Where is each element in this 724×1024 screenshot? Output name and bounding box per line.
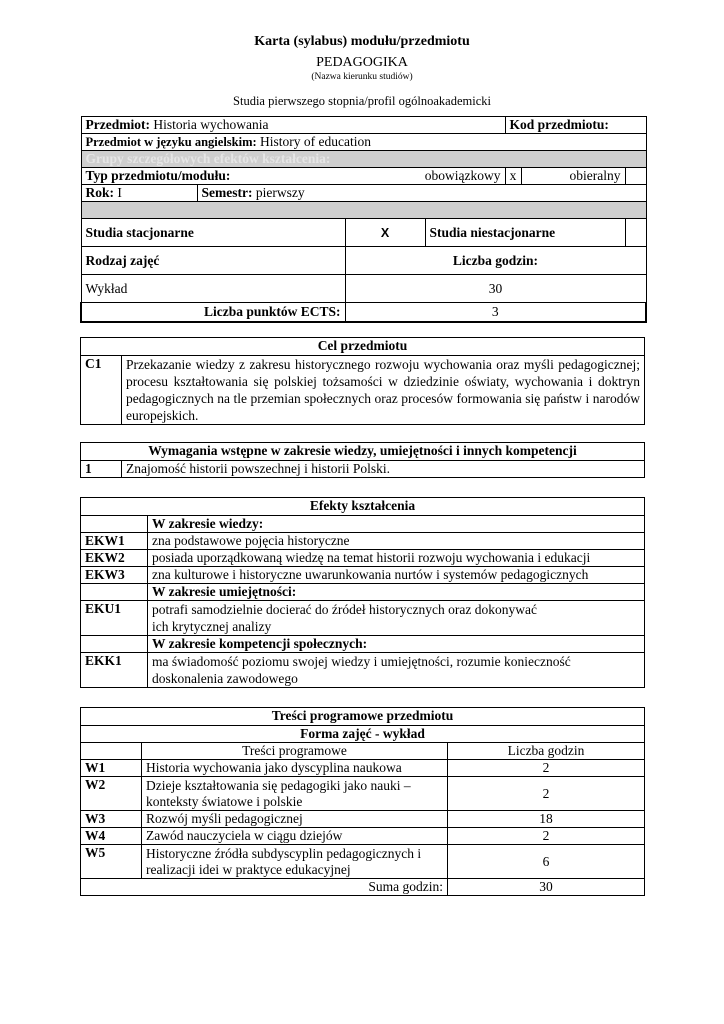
program-code: W4 bbox=[81, 828, 142, 845]
outcome-code: EKW1 bbox=[81, 533, 148, 550]
program-text: Historia wychowania jako dyscyplina naukowa bbox=[142, 760, 448, 777]
class-type-label: Rodzaj zajęć bbox=[81, 247, 345, 275]
prereq-text: Znajomość historii powszechnej i historii Polski. bbox=[122, 461, 645, 478]
outcome-code: EKW3 bbox=[81, 567, 148, 584]
groups-cell bbox=[81, 151, 646, 168]
code-label: Kod przedmiotu: bbox=[509, 117, 609, 132]
program-hours: 2 bbox=[448, 760, 645, 777]
prerequisites-table bbox=[80, 442, 645, 478]
goal-text: Przekazanie wiedzy z zakresu historycznego rozwoju wychowania oraz myśli pedagogicznej; procesu kształtowania się polskiej tożsamości w dziedzinie oświaty, wychowania i doktryn pedagogicznych na tle przemian społecznych oraz procesów formowania się państw i narodów europejskich. bbox=[122, 356, 645, 425]
parttime-mark bbox=[625, 219, 646, 247]
program-text: Historyczne źródła subdyscyplin pedagogicznych i realizacji idei w praktyce edukacyjnej bbox=[142, 845, 448, 879]
type-elective-mark bbox=[625, 168, 646, 185]
program-hours: 18 bbox=[448, 811, 645, 828]
type-mandatory: obowiązkowy bbox=[345, 168, 505, 185]
hours-value: 30 bbox=[345, 275, 646, 303]
course-info-table bbox=[80, 116, 647, 323]
hours-label: Liczba godzin: bbox=[345, 247, 646, 275]
outcomes-spacer bbox=[81, 516, 148, 533]
outcome-row bbox=[81, 653, 645, 688]
semester-cell bbox=[197, 185, 646, 202]
subject-label: Przedmiot: bbox=[85, 117, 150, 132]
program-row bbox=[81, 845, 645, 879]
year-value: I bbox=[117, 185, 122, 200]
class-type-value: Wykład bbox=[81, 275, 345, 303]
goal-title: Cel przedmiotu bbox=[81, 338, 645, 356]
fulltime-mark: X bbox=[345, 219, 425, 247]
program-row bbox=[81, 777, 645, 811]
competence-header: W zakresie kompetencji społecznych: bbox=[148, 636, 645, 653]
ects-value: 3 bbox=[345, 303, 646, 322]
program-hours: 2 bbox=[448, 777, 645, 811]
program-col-content: Treści programowe bbox=[142, 743, 448, 760]
program-text: Dzieje kształtowania się pedagogiki jako nauki – konteksty światowe i polskie bbox=[142, 777, 448, 811]
program-col-hours: Liczba godzin bbox=[448, 743, 645, 760]
program-code: W3 bbox=[81, 811, 142, 828]
outcomes-title: Efekty kształcenia bbox=[81, 498, 645, 516]
semester-value: pierwszy bbox=[255, 185, 305, 200]
outcomes-spacer bbox=[81, 584, 148, 601]
program-text: Zawód nauczyciela w ciągu dziejów bbox=[142, 828, 448, 845]
english-value: History of education bbox=[260, 134, 372, 149]
outcome-text: zna kulturowe i historyczne uwarunkowania nurtów i systemów pedagogicznych bbox=[148, 567, 645, 584]
parttime-label: Studia niestacjonarne bbox=[425, 219, 625, 247]
outcome-code: EKW2 bbox=[81, 550, 148, 567]
year-label: Rok: bbox=[85, 185, 115, 200]
program-row bbox=[81, 760, 645, 777]
program-row bbox=[81, 811, 645, 828]
field-of-study-note: (Nazwa kierunku studiów) bbox=[311, 72, 413, 82]
study-level: Studia pierwszego stopnia/profil ogólnoakademicki bbox=[233, 94, 491, 108]
outcome-row bbox=[81, 550, 645, 567]
program-code: W2 bbox=[81, 777, 142, 811]
program-sum: 30 bbox=[448, 879, 645, 896]
program-code: W1 bbox=[81, 760, 142, 777]
english-name-cell bbox=[81, 134, 646, 151]
syllabus-title: Karta (sylabus) modułu/przedmiotu bbox=[254, 34, 470, 49]
prereq-num: 1 bbox=[81, 461, 122, 478]
outcome-code: EKU1 bbox=[81, 601, 148, 636]
english-label: Przedmiot w języku angielskim: bbox=[85, 135, 257, 149]
code-cell bbox=[505, 117, 646, 134]
program-table bbox=[80, 707, 645, 896]
knowledge-header: W zakresie wiedzy: bbox=[148, 516, 645, 533]
program-text: Rozwój myśli pedagogicznej bbox=[142, 811, 448, 828]
outcome-text: potrafi samodzielnie docierać do źródeł historycznych oraz dokonywać ich krytycznej analizy bbox=[148, 601, 645, 636]
goal-code: C1 bbox=[81, 356, 122, 425]
skills-header: W zakresie umiejętności: bbox=[148, 584, 645, 601]
type-mandatory-mark: x bbox=[505, 168, 521, 185]
outcome-code: EKK1 bbox=[81, 653, 148, 688]
type-label: Typ przedmiotu/modułu: bbox=[81, 168, 345, 185]
subject-value: Historia wychowania bbox=[153, 117, 269, 132]
program-sum-label: Suma godzin: bbox=[81, 879, 448, 896]
field-of-study: PEDAGOGIKA bbox=[316, 55, 408, 70]
outcome-text: zna podstawowe pojęcia historyczne bbox=[148, 533, 645, 550]
program-code: W5 bbox=[81, 845, 142, 879]
outcomes-spacer bbox=[81, 636, 148, 653]
semester-label: Semestr: bbox=[201, 185, 253, 200]
prereq-title: Wymagania wstępne w zakresie wiedzy, umiejętności i innych kompetencji bbox=[81, 443, 645, 461]
subject-cell bbox=[81, 117, 505, 134]
program-row bbox=[81, 828, 645, 845]
ects-label: Liczba punktów ECTS: bbox=[81, 303, 345, 322]
outcomes-table bbox=[80, 497, 645, 688]
program-spacer bbox=[81, 743, 142, 760]
outcome-text: ma świadomość poziomu swojej wiedzy i umiejętności, rozumie konieczność doskonalenia zawodowego bbox=[148, 653, 645, 688]
groups-label: Grupy szczegółowych efektów kształcenia: bbox=[85, 151, 331, 166]
type-elective: obieralny bbox=[521, 168, 625, 185]
program-form: Forma zajęć - wykład bbox=[81, 726, 645, 743]
outcome-text: posiada uporządkowaną wiedzę na temat historii rozwoju wychowania i edukacji bbox=[148, 550, 645, 567]
program-hours: 2 bbox=[448, 828, 645, 845]
outcome-row bbox=[81, 533, 645, 550]
program-hours: 6 bbox=[448, 845, 645, 879]
program-title: Treści programowe przedmiotu bbox=[81, 708, 645, 726]
year-cell bbox=[81, 185, 197, 202]
goal-table bbox=[80, 337, 645, 425]
grey-separator bbox=[81, 202, 646, 219]
outcome-row bbox=[81, 601, 645, 636]
fulltime-label: Studia stacjonarne bbox=[81, 219, 345, 247]
outcome-row bbox=[81, 567, 645, 584]
